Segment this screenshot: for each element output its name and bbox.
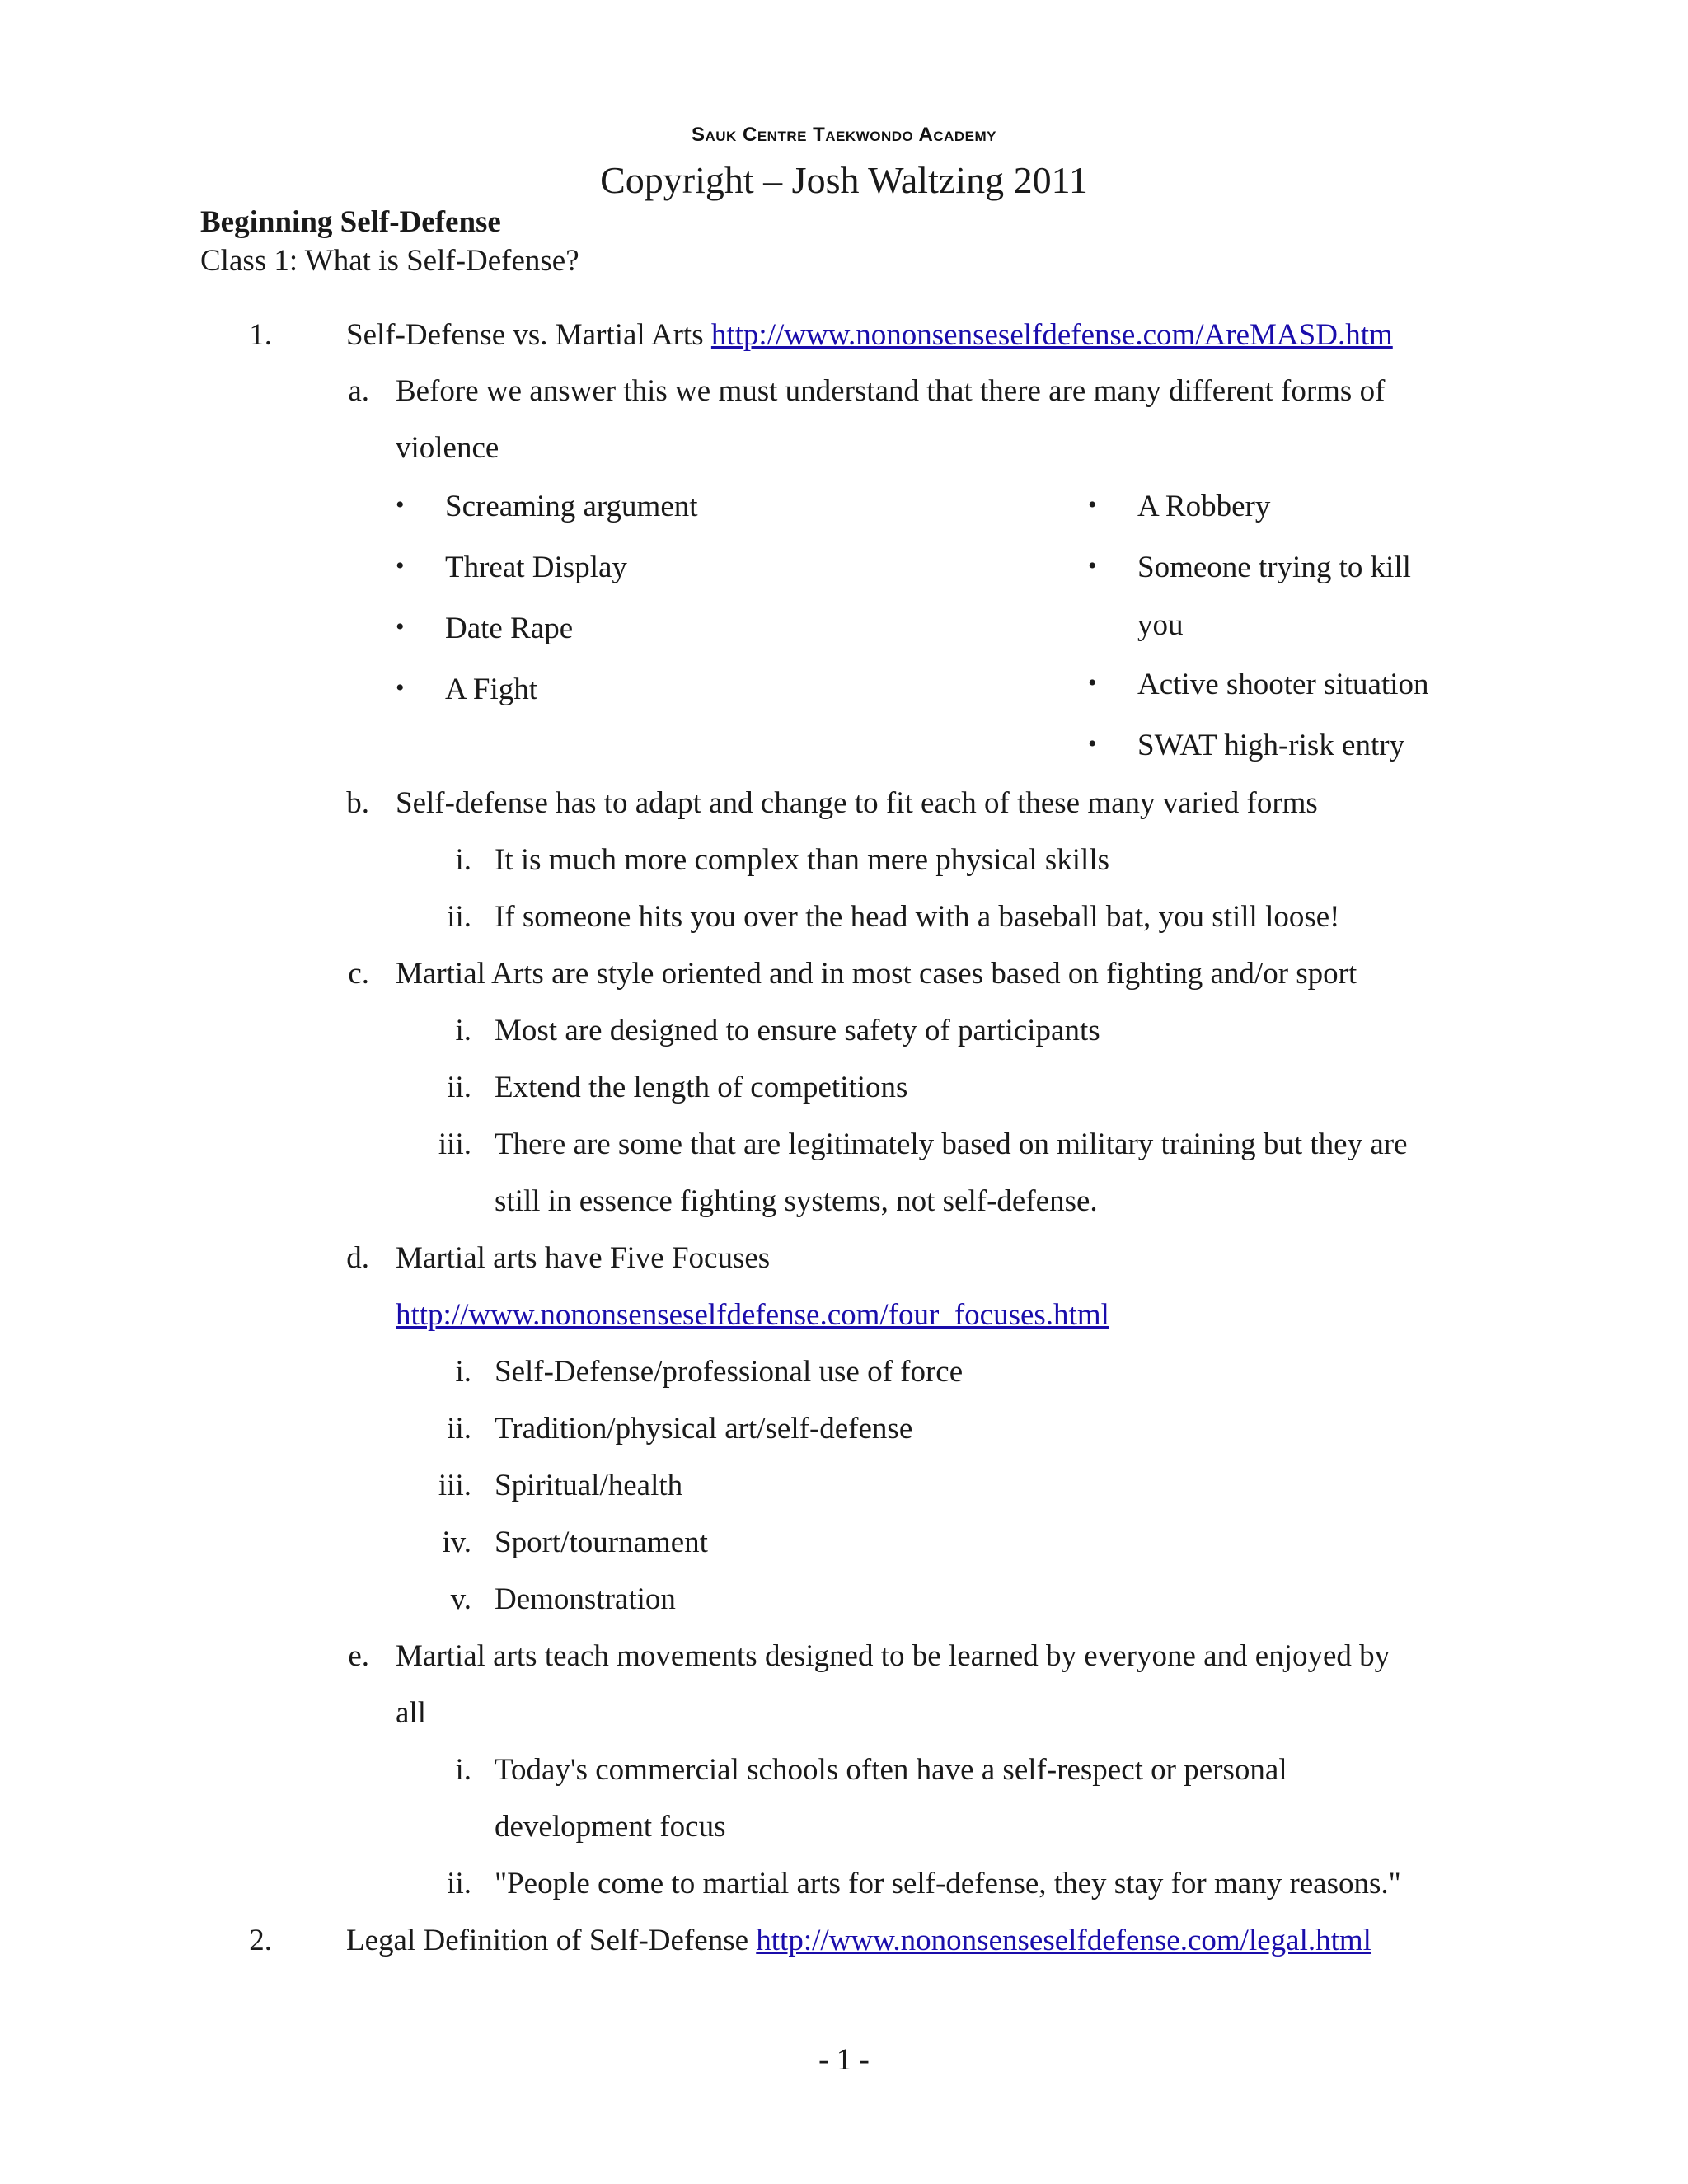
item-1b-i-text: It is much more complex than mere physical skills bbox=[495, 843, 1109, 877]
item-1d-iii-text: Spiritual/health bbox=[495, 1469, 683, 1502]
violence-form-item: Threat Display bbox=[445, 551, 627, 584]
item-1c-iii-line2: still in essence fighting systems, not self-defense. bbox=[495, 1184, 1098, 1218]
item-1a-label: a. bbox=[348, 374, 369, 408]
item-1e-i-line1: Today's commercial schools often have a self-respect or personal bbox=[495, 1753, 1287, 1787]
item-1d-iv-text: Sport/tournament bbox=[495, 1526, 708, 1559]
item-1d-text: Martial arts have Five Focuses bbox=[396, 1241, 771, 1275]
item-1e-i-label: i. bbox=[455, 1753, 471, 1787]
item-1-text: Self-Defense vs. Martial Arts bbox=[346, 318, 704, 352]
item-1c-iii-label: iii. bbox=[438, 1127, 471, 1161]
document-subtitle: Class 1: What is Self-Defense? bbox=[200, 244, 579, 278]
item-1c-text: Martial Arts are style oriented and in most cases based on fighting and/or sport bbox=[396, 957, 1357, 991]
item-1d-iv-label: iv. bbox=[442, 1526, 471, 1559]
item-1c-ii-label: ii. bbox=[447, 1071, 471, 1104]
document-title: Beginning Self-Defense bbox=[200, 205, 501, 239]
bullet-icon: • bbox=[396, 552, 405, 579]
page-number: - 1 - bbox=[818, 2043, 870, 2077]
violence-form-item: Screaming argument bbox=[445, 490, 698, 523]
item-1e-ii-label: ii. bbox=[447, 1867, 471, 1900]
item-1c-i-text: Most are designed to ensure safety of participants bbox=[495, 1014, 1100, 1047]
item-1c-i-label: i. bbox=[455, 1014, 471, 1047]
violence-form-item: Date Rape bbox=[445, 612, 574, 645]
item-1b-ii-text: If someone hits you over the head with a baseball bat, you still loose! bbox=[495, 900, 1340, 934]
bullet-icon: • bbox=[1088, 552, 1097, 579]
item-1b-text: Self-defense has to adapt and change to fit each of these many varied forms bbox=[396, 786, 1318, 820]
violence-form-item: A Robbery bbox=[1137, 490, 1271, 523]
item-2-line bbox=[346, 1925, 1372, 1956]
violence-form-item: Active shooter situation bbox=[1137, 668, 1429, 701]
item-1c-ii-text: Extend the length of competitions bbox=[495, 1071, 908, 1104]
bullet-icon: • bbox=[396, 491, 405, 518]
item-1d-v-label: v. bbox=[450, 1582, 471, 1616]
item-1d-link[interactable]: http://www.nononsenseselfdefense.com/four_focuses.html bbox=[396, 1298, 1109, 1332]
item-1d-i-text: Self-Defense/professional use of force bbox=[495, 1355, 964, 1389]
bullet-icon: • bbox=[1088, 491, 1097, 518]
item-1d-iii-label: iii. bbox=[438, 1469, 471, 1502]
item-1d-i-label: i. bbox=[455, 1355, 471, 1389]
bullet-icon: • bbox=[396, 674, 405, 701]
item-1e-label: e. bbox=[348, 1639, 369, 1673]
item-1c-iii-line1: There are some that are legitimately based on military training but they are bbox=[495, 1127, 1408, 1161]
item-2-text: Legal Definition of Self-Defense bbox=[346, 1924, 749, 1957]
bullet-icon: • bbox=[1088, 730, 1097, 757]
item-1b-i-label: i. bbox=[455, 843, 471, 877]
violence-form-item: SWAT high-risk entry bbox=[1137, 729, 1405, 762]
item-1d-ii-text: Tradition/physical art/self-defense bbox=[495, 1412, 913, 1446]
item-1c-label: c. bbox=[348, 957, 369, 991]
bullet-icon: • bbox=[1088, 669, 1097, 696]
item-1-number: 1. bbox=[249, 318, 272, 352]
violence-form-item-continued: you bbox=[1137, 608, 1184, 642]
item-1-line bbox=[346, 320, 1393, 350]
violence-form-item: A Fight bbox=[445, 673, 538, 706]
item-1b-label: b. bbox=[346, 786, 369, 820]
violence-form-item: Someone trying to kill bbox=[1137, 551, 1411, 584]
bullet-icon: • bbox=[396, 613, 405, 640]
item-1d-ii-label: ii. bbox=[447, 1412, 471, 1446]
item-2-link[interactable]: http://www.nononsenseselfdefense.com/legal.html bbox=[756, 1924, 1372, 1957]
item-1e-i-line2: development focus bbox=[495, 1810, 726, 1844]
item-1a-line2: violence bbox=[396, 431, 499, 465]
copyright-line: Copyright – Josh Waltzing 2011 bbox=[600, 159, 1088, 201]
item-1e-ii-text: "People come to martial arts for self-defense, they stay for many reasons." bbox=[495, 1867, 1401, 1900]
item-1e-line2: all bbox=[396, 1696, 426, 1730]
item-1b-ii-label: ii. bbox=[447, 900, 471, 934]
organization-name: Sauk Centre Taekwondo Academy bbox=[692, 124, 996, 146]
item-1d-label: d. bbox=[346, 1241, 369, 1275]
item-1e-line1: Martial arts teach movements designed to be learned by everyone and enjoyed by bbox=[396, 1639, 1390, 1673]
item-2-number: 2. bbox=[249, 1924, 272, 1957]
item-1-link[interactable]: http://www.nononsenseselfdefense.com/AreMASD.htm bbox=[710, 318, 1393, 352]
item-1d-v-text: Demonstration bbox=[495, 1582, 676, 1616]
item-1a-line1: Before we answer this we must understand that there are many different forms of bbox=[396, 374, 1386, 408]
